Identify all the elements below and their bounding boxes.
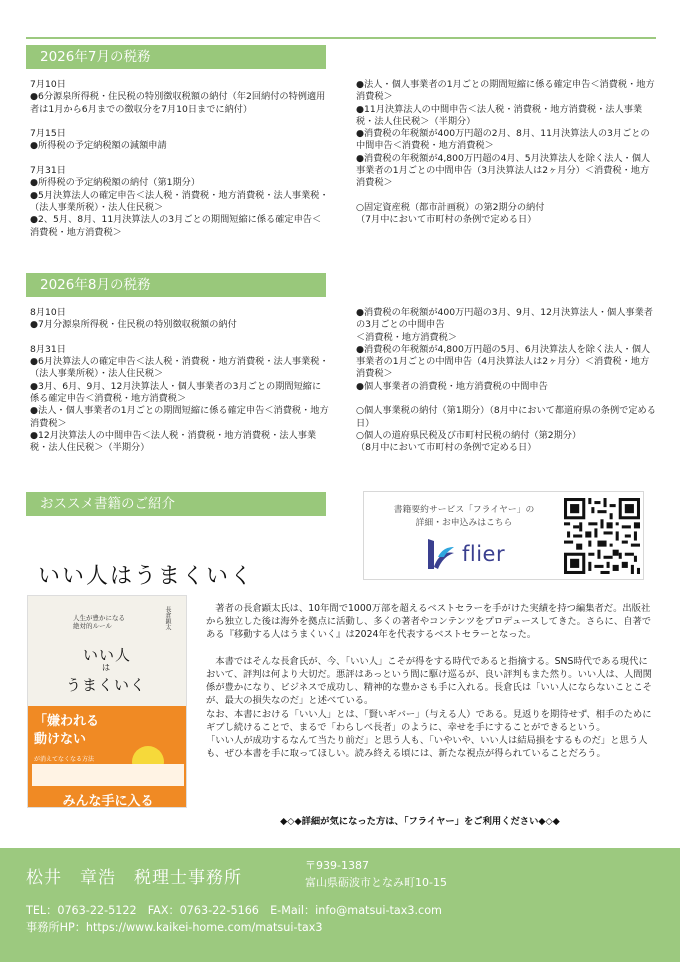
cover-author: 長倉顕太 bbox=[164, 606, 171, 630]
august-left-block: 8月31日 ●6月決算法人の確定申告＜法人税・消費税・地方消費税・法人事業税・（法人事業所税）・法人住民税＞ ●3月、6月、9月、12月決算法人・個人事業者の3月ごとの期間短縮に係る確定申告＜消費税・地方消費税＞ ●法人・個人事業者の1月ごとの期間短縮に係る確定申告＜消費税・地方消費税＞ ●12月決算法人の中間申告＜法人税・消費税・地方消費税・法人事業税・法人住民税＞（半期分） bbox=[30, 343, 329, 454]
cover-orange-band bbox=[28, 706, 187, 808]
flier-logo-text: flier bbox=[462, 542, 506, 566]
august-left-column bbox=[30, 307, 330, 455]
office-footer bbox=[0, 848, 680, 962]
cover-band-line2: 動けない bbox=[34, 732, 87, 747]
august-right-block: ○個人事業税の納付（第1期分）（8月中において都道府県の条例で定める日） ○個人の道府県民税及び市町村民税の納付（第2期分） （8月中において市町村の条例で定める日） bbox=[356, 405, 656, 454]
july-left-block: 7月31日 ●所得税の予定納税額の納付（第1期分） ●5月決算法人の確定申告＜法人税・消費税・地方消費税・法人事業税・（法人事業所税）・法人住民税＞ ●2、5月、8月、11月決算法人の3月ごとの期間短縮に係る確定申告＜消費税・地方消費税＞ bbox=[30, 165, 329, 238]
august-right-block: ●消費税の年税額が400万円超の3月、9月、12月決算法人・個人事業者の3月ごとの中間申告 ＜消費税・地方消費税＞ ●消費税の年税額が4,800万円超の5月、6月決算法人を除く法人・個人事業者の1月ごとの中間申告（4月決算法人は2ヶ月分）＜消費税・地方消費税＞ ●個人事業者の消費税・地方消費税の中間申告 bbox=[356, 307, 653, 392]
august-left-block: 8月10日 ●7月分源泉所得税・住民税の特別徴収税額の納付 bbox=[30, 307, 237, 331]
book-title: いい人はうまくいく bbox=[38, 564, 255, 589]
description-paragraph: 本書ではそんな長倉氏が、今、「いい人」こそが得をする時代であると指摘する。SNS時代である現代において、評判は何より大切だ。悪評はあっという間に駆け巡るが、良い評判もまた然り。いい人は、人間関係が豊かになり、ビジネスで成功し、精神的な豊かさも手に入れる。長倉氏は「いい人にならないことこそが、最大の損失なのだ」と述べている。 なお、本書における「いい人」とは、「賢いギバー」（与える人）である。見返りを期待せず、相手のためにギブし続けることで、まるで「わらしべ長者」のように、幸せを手にすることができるという。 「いい人が成功するなんて当たり前だ」と思う人も、「いやいや、いい人は結局損をするものだ」と思う人も、ぜひ本書を手に取ってほしい。読み終える頃には、新たな視点が得られていることだろう。 bbox=[206, 655, 652, 760]
july-left-column bbox=[30, 79, 330, 239]
cover-title-line1: いい人 bbox=[83, 646, 132, 664]
july-left-block: 7月10日 ●6分源泉所得税・住民税の特別徴収税額の納付（年2回納付の特例適用者は1月から6月までの徴収分を7月10日までに納付） bbox=[30, 79, 326, 115]
flier-call-to-action: ◆◇◆詳細が気になった方は、「フライヤー」をご利用ください◆◇◆ bbox=[280, 816, 560, 827]
book-description bbox=[206, 602, 654, 760]
cover-title-line3: うまくいく bbox=[66, 676, 147, 694]
qr-code-icon[interactable] bbox=[564, 498, 640, 574]
july-left-block: 7月15日 ●所得税の予定納税額の減額申請 bbox=[30, 128, 167, 152]
august-section-title: 2026年8月の税務 bbox=[26, 273, 326, 297]
july-section-title: 2026年7月の税務 bbox=[26, 45, 326, 69]
flier-logo-icon bbox=[424, 537, 456, 571]
office-name: 松井 章浩 税理士事務所 bbox=[26, 868, 242, 888]
august-right-column bbox=[356, 307, 656, 455]
recommend-section-title: おススメ書籍のご紹介 bbox=[26, 492, 326, 516]
flier-promo-box[interactable] bbox=[363, 491, 644, 580]
cover-tag-strip bbox=[32, 764, 184, 786]
cover-band-line4: みんな手に入る bbox=[62, 794, 154, 808]
cover-band-line3: が消えてなくなる方法 bbox=[34, 756, 95, 763]
july-right-block: ●法人・個人事業者の1月ごとの期間短縮に係る確定申告＜消費税・地方消費税＞ ●11月決算法人の中間申告＜法人税・消費税・地方消費税・法人事業税・法人住民税＞（半期分） ●消費税の年税額が400万円超の2月、8月、11月決算法人の3月ごとの中間申告＜消費税・地方消費税＞ ●消費税の年税額が4,800万円超の4月、5月決算法人を除く法人・個人事業者の1月ごとの中間申告（3月決算法人は2ヶ月分）＜消費税・地方消費税＞ bbox=[356, 79, 655, 189]
cover-title-line2: は bbox=[102, 663, 110, 672]
flier-promo-text: 書籍要約サービス「フライヤー」の 詳細・お申込みはこちら bbox=[393, 505, 535, 528]
july-right-column bbox=[356, 79, 656, 227]
office-address: 〒939-1387 富山県砺波市となみ町10-15 bbox=[305, 859, 447, 889]
book-cover-image bbox=[27, 595, 187, 808]
office-homepage-link[interactable]: 事務所HP：https://www.kaikei-home.com/matsui-tax3 bbox=[26, 921, 323, 934]
office-contact[interactable]: TEL：0763-22-5122 FAX：0763-22-5166 E-Mail：info@matsui-tax3.com bbox=[26, 904, 442, 917]
top-divider bbox=[26, 37, 656, 39]
cover-subtitle: 人生が豊かになる 絶対的ルール bbox=[73, 614, 125, 630]
description-paragraph: 著者の長倉顕太氏は、10年間で1000万部を超えるベストセラーを手がけた実績を持つ編集者だ。出版社から独立した後は海外を拠点に活動し、多くの著者やコンテンツをプロデュースしてきた。さらに、自著である『移動する人はうまくいく』は2024年を代表するベストセラーとなった。 bbox=[206, 603, 652, 641]
july-right-block: ○固定資産税（都市計画税）の第2期分の納付 （7月中において市町村の条例で定める日） bbox=[356, 201, 545, 226]
cover-band-line1: 「嫌われる bbox=[34, 714, 100, 729]
flier-logo[interactable] bbox=[424, 536, 505, 572]
